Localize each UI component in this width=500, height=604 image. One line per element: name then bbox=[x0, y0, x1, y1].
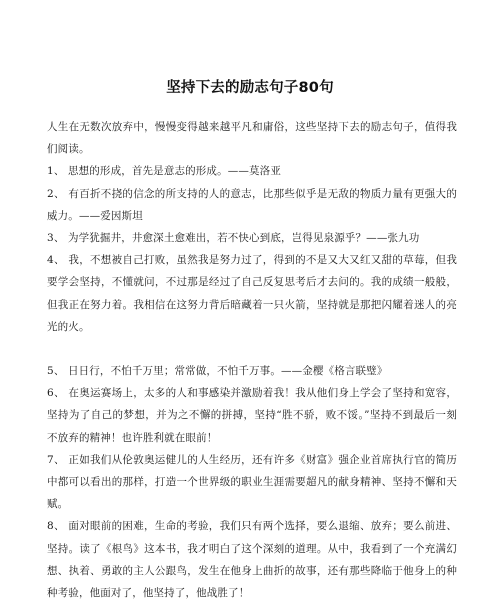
intro-paragraph: 人生在无数次放弃中，慢慢变得越来越平凡和庸俗，这些坚持下去的励志句子，值得我们阅读。 bbox=[47, 121, 457, 156]
quote-item-3: 3、 为学犹掘井，井愈深土愈难出，若不快心到底，岂得见泉源乎？——张九功 bbox=[47, 232, 420, 245]
quote-item-8: 8、 面对眼前的困难，生命的考验，我们只有两个选择，要么退缩、放弃；要么前进、坚持。读了《根鸟》这本书，我才明白了这个深刻的道理。从中，我看到了一个充满幻想、执着、勇敢的主人公跟鸟，发生在他身上曲折的故事，还有那些降临于他身上的种种考验，他面对了，他坚持了，他战胜了！ bbox=[47, 520, 457, 600]
quote-item-7: 7、 正如我们从伦敦奥运健儿的人生经历，还有许多《财富》强企业首席执行官的简历中都可以看出的那样，打造一个世界级的职业生涯需要超凡的献身精神、坚持不懈和天赋。 bbox=[47, 453, 457, 511]
article-title: 坚持下去的励志句子80句 bbox=[166, 80, 334, 96]
article-body bbox=[47, 116, 457, 604]
quote-item-5: 5、 日日行，不怕千万里；常常做，不怕千万事。——金樱《格言联璧》 bbox=[47, 365, 388, 378]
quote-item-1: 1、 思想的形成，首先是意志的形成。——莫洛亚 bbox=[47, 165, 281, 178]
paragraph-spacer bbox=[47, 338, 457, 360]
quote-item-6: 6、 在奥运赛场上，太多的人和事感染并激励着我！我从他们身上学会了坚持和宽容，坚持为了自己的梦想，并为之不懈的拼搏，坚持“胜不骄，败不馁。”坚持不到最后一刻不放弃的精神！也许胜利就在眼前！ bbox=[47, 387, 457, 444]
quote-item-4: 4、 我，不想被自己打败，虽然我是努力过了，得到的不是又大又红又甜的草莓，但我要学会坚持，不懂就问，不过那是经过了自己反复思考后才去问的。我的成绩一般般，但我正在努力着。我相信在这努力背后暗藏着一只火箭，坚持就是那把闪耀着迷人的亮光的火。 bbox=[47, 254, 457, 333]
quote-item-2: 2、 有百折不挠的信念的所支持的人的意志，比那些似乎是无敌的物质力量有更强大的威力。——爱因斯坦 bbox=[47, 187, 457, 222]
